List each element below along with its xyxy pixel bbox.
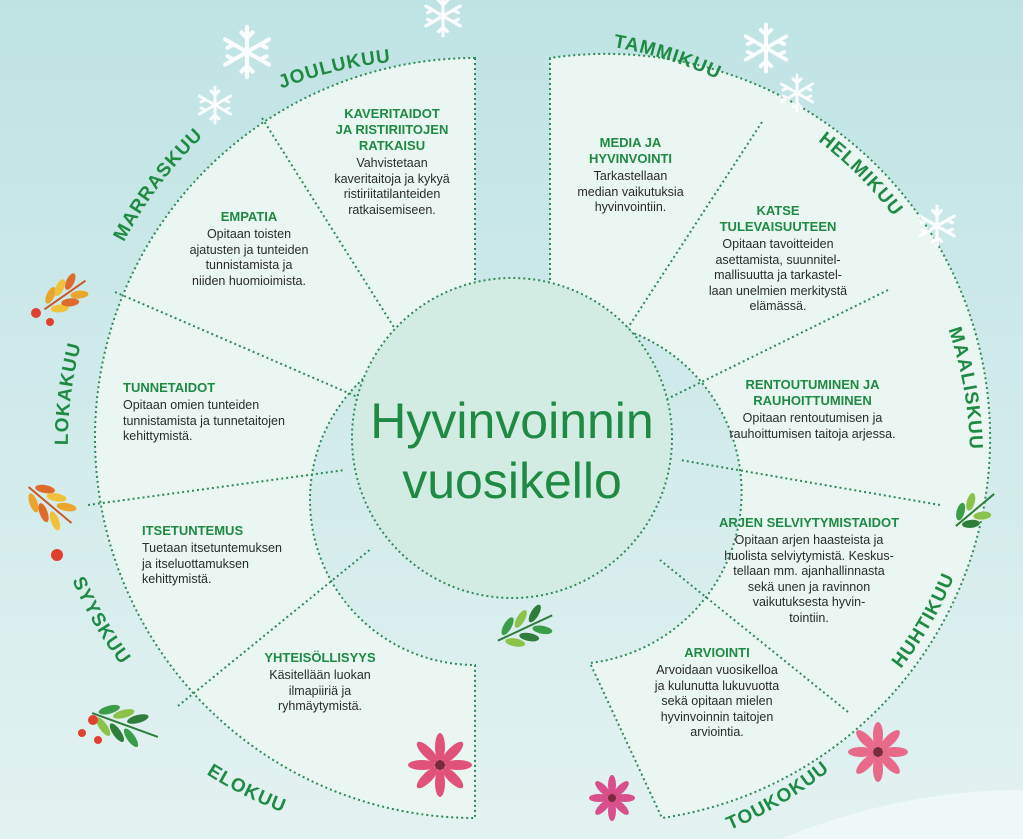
segment-title: KATSE TULEVAISUUTEEN: [719, 203, 837, 234]
segment-text: Opitaan tavoitteiden asettamista, suunnitel- mallisuutta ja tarkastel- laan unelmien merkitystä elämässä.: [708, 237, 848, 313]
segment-katse: [688, 203, 868, 315]
berry-icon: [94, 736, 102, 744]
segment-text: Opitaan rentoutumisen ja rauhoittumisen taitoja arjessa.: [729, 411, 896, 441]
leaf-icon: [85, 695, 164, 756]
segment-rentoutuminen: [705, 377, 920, 442]
flower-icon: [848, 722, 908, 782]
segment-text: Vahvistetaan kaveritaitoja ja kykyä ristiriitatilanteiden ratkaisemiseen.: [334, 156, 450, 217]
segment-text: Tarkastellaan median vaikutuksia hyvinvointiin.: [577, 169, 684, 214]
month-toukokuu: TOUKOKUU: [723, 757, 834, 835]
month-elokuu: ELOKUU: [203, 760, 290, 818]
segment-title: ITSETUNTEMUS: [142, 523, 244, 538]
segment-arjen: [700, 515, 918, 626]
snowflake-icon: [426, 0, 460, 36]
berry-icon: [31, 308, 41, 318]
leaf-icon: [490, 598, 560, 658]
segment-tunnetaidot: [123, 380, 343, 445]
month-helmikuu: HELMIKUU: [814, 128, 907, 221]
segment-title: YHTEISÖLLISYYS: [264, 650, 376, 665]
berry-icon: [88, 715, 98, 725]
segment-arviointi: [632, 645, 802, 741]
berry-icon: [51, 549, 63, 561]
segment-text: Tuetaan itsetuntemuksen ja itseluottamuksen kehittymistä.: [142, 541, 282, 586]
segment-title: TUNNETAIDOT: [123, 380, 216, 395]
leaf-icon: [17, 473, 84, 537]
segment-text: Opitaan toisten ajatusten ja tunteiden tunnistamista ja niiden huomioimista.: [189, 227, 309, 288]
segment-title: ARVIOINTI: [684, 645, 750, 660]
month-syyskuu: SYYSKUU: [67, 573, 135, 669]
segment-title: EMPATIA: [220, 209, 278, 224]
snowflake-icon: [199, 87, 230, 123]
center-title-line1: Hyvinvoinnin: [370, 393, 654, 449]
month-tammikuu: TAMMIKUU: [612, 31, 725, 84]
flower-icon: [589, 775, 635, 821]
segment-text: Käsitellään luokan ilmapiiriä ja ryhmäytymistä.: [269, 668, 371, 713]
month-maaliskuu: MAALISKUU: [943, 324, 986, 451]
segment-media: [563, 135, 698, 216]
month-joulukuu: JOULUKUU: [275, 46, 393, 94]
segment-title: KAVERITAIDOT JA RISTIRIITOJEN RATKAISU: [335, 106, 449, 153]
segment-empatia: [168, 209, 330, 289]
month-huhtikuu: HUHTIKUU: [888, 569, 960, 672]
flower-icon: [408, 733, 472, 797]
month-marraskuu: MARRASKUU: [109, 124, 208, 245]
berry-icon: [78, 729, 86, 737]
segment-itsetuntemus: [142, 523, 342, 588]
leaf-icon: [35, 267, 95, 323]
month-lokakuu: LOKAKUU: [51, 340, 86, 446]
ground-curve: [780, 790, 1023, 839]
segment-yhteisollisyys: [245, 650, 395, 715]
segment-text: Opitaan arjen haasteista ja huolista selviytymistä. Keskus- tellaan mm. ajanhallinnasta sekä unen ja ravinnon vaikutuksesta hyvin- tointiin.: [724, 533, 894, 625]
segment-title: RENTOUTUMINEN JA RAUHOITTUMINEN: [745, 377, 880, 408]
segment-text: Opitaan omien tunteiden tunnistamista ja tunnetaitojen kehittymistä.: [123, 398, 285, 443]
segment-kaveritaidot: [318, 106, 466, 218]
center-title-line2: vuosikello: [402, 453, 622, 509]
segment-title: MEDIA JA HYVINVOINTI: [588, 135, 673, 166]
segment-text: Arvoidaan vuosikelloa ja kulunutta lukuvuotta sekä opitaan mielen hyvinvoinnin taitojen arviointia.: [654, 663, 780, 739]
berry-icon: [46, 318, 54, 326]
snowflake-icon: [225, 27, 269, 77]
segment-title: ARJEN SELVIYTYMISTAIDOT: [718, 515, 900, 530]
snowflake-icon: [746, 25, 787, 72]
